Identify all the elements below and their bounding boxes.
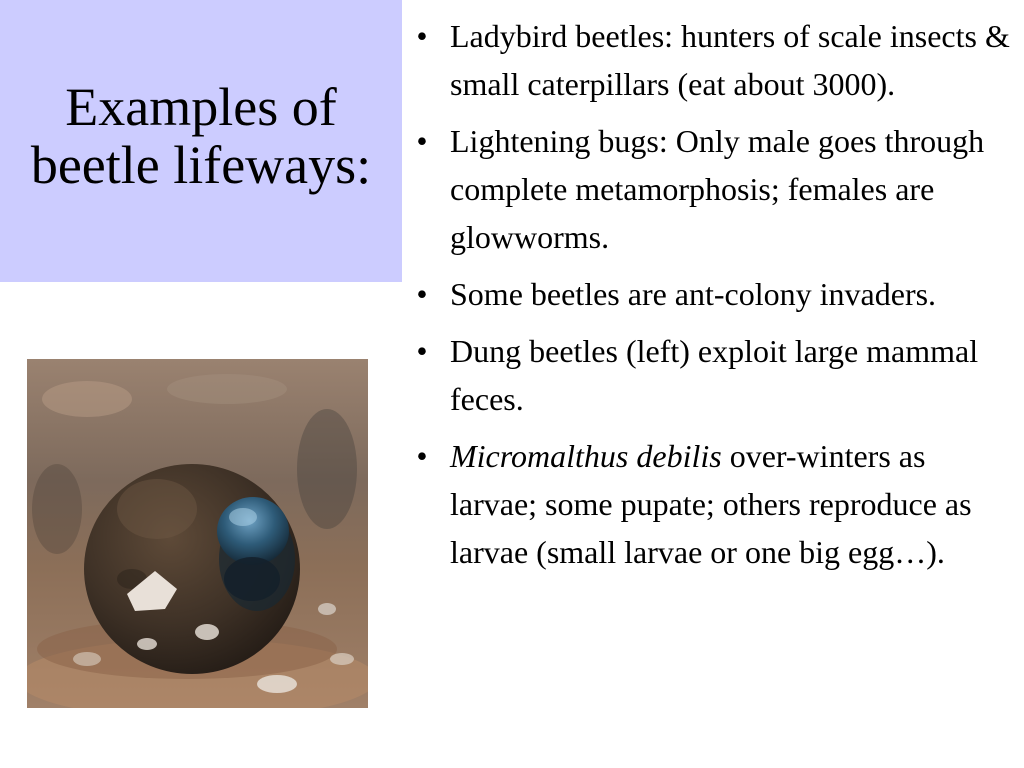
- bullet-glyph: •: [416, 276, 428, 312]
- bullet-ant-colony-invaders: [412, 270, 1012, 318]
- beetle: [217, 497, 289, 565]
- title-panel: [0, 0, 402, 282]
- species-name: Micromalthus debilis: [450, 438, 722, 474]
- dung-beetle-image: [27, 359, 368, 708]
- bullet-dung-beetles: [412, 327, 1012, 423]
- bullet-ladybird-beetles: [412, 12, 1012, 108]
- bullet-text: Dung beetles (left) exploit large mammal feces.: [450, 333, 979, 417]
- bullet-lightening-bugs: [412, 117, 1012, 261]
- bullet-glyph: •: [416, 123, 428, 159]
- bullet-glyph: •: [416, 333, 428, 369]
- slide-title: Examples of beetle lifeways:: [30, 77, 372, 195]
- bullet-glyph: •: [416, 18, 428, 54]
- bullet-text: Some beetles are ant-colony invaders.: [450, 276, 937, 312]
- bullet-text: over-winters as larvae; some pupate; others reproduce as larvae (small larvae or one big egg…).: [450, 438, 972, 570]
- bullet-list: [412, 12, 1012, 585]
- bullet-glyph: •: [416, 438, 428, 474]
- dung-beetle-photo: [27, 359, 368, 708]
- bullet-text: Ladybird beetles: hunters of scale insects & small caterpillars (eat about 3000).: [450, 18, 1010, 102]
- bullet-micromalthus: [412, 432, 1012, 576]
- bullet-text: Lightening bugs: Only male goes through complete metamorphosis; females are glowworms.: [450, 123, 985, 255]
